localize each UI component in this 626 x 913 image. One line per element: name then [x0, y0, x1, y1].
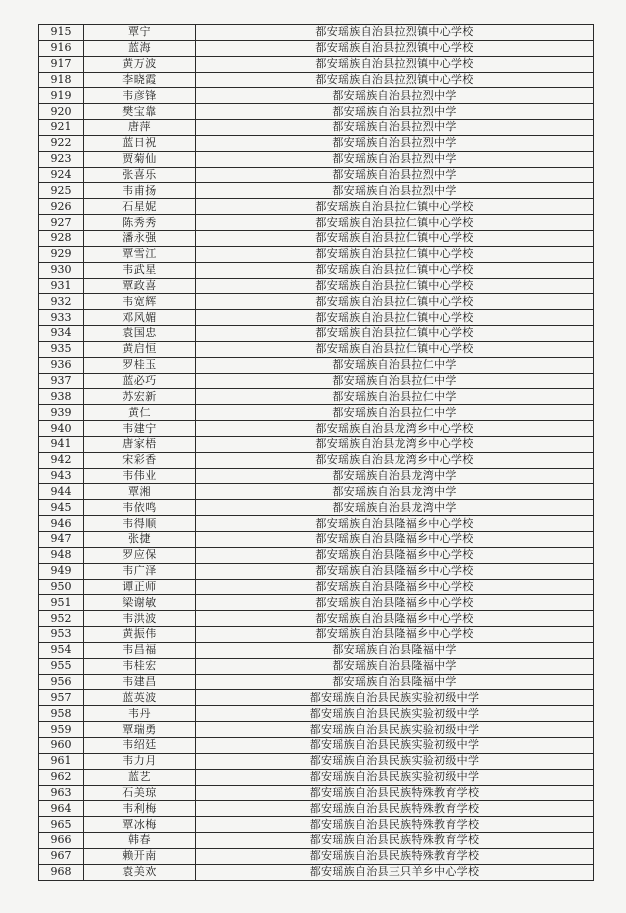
- table-row: [39, 753, 594, 769]
- table-row: [39, 262, 594, 278]
- person-name-cell: 黄仁: [84, 405, 196, 421]
- school-name-cell: 都安瑶族自治县隆福乡中心学校: [196, 532, 594, 548]
- person-name-cell: 黄启恒: [84, 341, 196, 357]
- person-name-cell: 蓝英波: [84, 690, 196, 706]
- row-number-cell: 921: [39, 120, 84, 136]
- row-number-cell: 938: [39, 389, 84, 405]
- person-name-cell: 邓风媚: [84, 310, 196, 326]
- school-name-cell: 都安瑶族自治县拉烈镇中心学校: [196, 25, 594, 41]
- school-name-cell: 都安瑶族自治县拉烈中学: [196, 104, 594, 120]
- person-name-cell: 罗应保: [84, 547, 196, 563]
- row-number-cell: 924: [39, 167, 84, 183]
- table-row: [39, 120, 594, 136]
- row-number-cell: 958: [39, 706, 84, 722]
- school-name-cell: 都安瑶族自治县拉仁镇中心学校: [196, 262, 594, 278]
- person-name-cell: 蓝必巧: [84, 373, 196, 389]
- person-name-cell: 覃雪江: [84, 246, 196, 262]
- school-name-cell: 都安瑶族自治县拉烈镇中心学校: [196, 40, 594, 56]
- table-row: [39, 341, 594, 357]
- table-row: [39, 326, 594, 342]
- school-name-cell: 都安瑶族自治县拉烈镇中心学校: [196, 72, 594, 88]
- table-row: [39, 72, 594, 88]
- row-number-cell: 967: [39, 848, 84, 864]
- row-number-cell: 930: [39, 262, 84, 278]
- person-name-cell: 韦宽辉: [84, 294, 196, 310]
- row-number-cell: 940: [39, 421, 84, 437]
- person-name-cell: 潘永强: [84, 230, 196, 246]
- row-number-cell: 968: [39, 864, 84, 880]
- row-number-cell: 961: [39, 753, 84, 769]
- school-name-cell: 都安瑶族自治县龙湾乡中心学校: [196, 436, 594, 452]
- person-name-cell: 韦洪波: [84, 611, 196, 627]
- row-number-cell: 947: [39, 532, 84, 548]
- table-row: [39, 230, 594, 246]
- table-row: [39, 563, 594, 579]
- school-name-cell: 都安瑶族自治县拉仁镇中心学校: [196, 341, 594, 357]
- table-row: [39, 833, 594, 849]
- row-number-cell: 956: [39, 674, 84, 690]
- row-number-cell: 962: [39, 769, 84, 785]
- school-name-cell: 都安瑶族自治县隆福乡中心学校: [196, 547, 594, 563]
- person-name-cell: 蓝日祝: [84, 135, 196, 151]
- person-name-cell: 韦武星: [84, 262, 196, 278]
- school-name-cell: 都安瑶族自治县拉烈中学: [196, 88, 594, 104]
- row-number-cell: 919: [39, 88, 84, 104]
- person-name-cell: 韦得顺: [84, 516, 196, 532]
- school-name-cell: 都安瑶族自治县民族实验初级中学: [196, 737, 594, 753]
- row-number-cell: 943: [39, 468, 84, 484]
- row-number-cell: 917: [39, 56, 84, 72]
- school-name-cell: 都安瑶族自治县拉仁镇中心学校: [196, 310, 594, 326]
- row-number-cell: 915: [39, 25, 84, 41]
- school-name-cell: 都安瑶族自治县拉烈中学: [196, 167, 594, 183]
- row-number-cell: 918: [39, 72, 84, 88]
- row-number-cell: 936: [39, 357, 84, 373]
- person-name-cell: 韦昌福: [84, 642, 196, 658]
- table-row: [39, 294, 594, 310]
- table-row: [39, 817, 594, 833]
- table-row: [39, 722, 594, 738]
- school-name-cell: 都安瑶族自治县隆福乡中心学校: [196, 516, 594, 532]
- school-name-cell: 都安瑶族自治县民族实验初级中学: [196, 706, 594, 722]
- row-number-cell: 937: [39, 373, 84, 389]
- row-number-cell: 965: [39, 817, 84, 833]
- person-name-cell: 袁国忠: [84, 326, 196, 342]
- table-row: [39, 801, 594, 817]
- table-row: [39, 104, 594, 120]
- row-number-cell: 955: [39, 658, 84, 674]
- school-name-cell: 都安瑶族自治县隆福中学: [196, 642, 594, 658]
- table-row: [39, 864, 594, 880]
- person-name-cell: 韦利梅: [84, 801, 196, 817]
- person-name-cell: 唐萍: [84, 120, 196, 136]
- person-name-cell: 覃政喜: [84, 278, 196, 294]
- person-name-cell: 贾菊仙: [84, 151, 196, 167]
- row-number-cell: 932: [39, 294, 84, 310]
- person-name-cell: 韦绍廷: [84, 737, 196, 753]
- school-name-cell: 都安瑶族自治县拉仁镇中心学校: [196, 326, 594, 342]
- row-number-cell: 934: [39, 326, 84, 342]
- row-number-cell: 954: [39, 642, 84, 658]
- school-name-cell: 都安瑶族自治县民族实验初级中学: [196, 690, 594, 706]
- table-row: [39, 532, 594, 548]
- table-row: [39, 547, 594, 563]
- row-number-cell: 927: [39, 215, 84, 231]
- row-number-cell: 949: [39, 563, 84, 579]
- row-number-cell: 944: [39, 484, 84, 500]
- row-number-cell: 952: [39, 611, 84, 627]
- table-row: [39, 151, 594, 167]
- person-name-cell: 张喜乐: [84, 167, 196, 183]
- table-row: [39, 690, 594, 706]
- person-name-cell: 樊宝靠: [84, 104, 196, 120]
- person-name-cell: 蓝艺: [84, 769, 196, 785]
- roster-table: [38, 24, 594, 881]
- person-name-cell: 宋彩香: [84, 452, 196, 468]
- table-row: [39, 468, 594, 484]
- person-name-cell: 谭正师: [84, 579, 196, 595]
- school-name-cell: 都安瑶族自治县隆福中学: [196, 658, 594, 674]
- school-name-cell: 都安瑶族自治县民族特殊教育学校: [196, 817, 594, 833]
- person-name-cell: 韦建昌: [84, 674, 196, 690]
- person-name-cell: 覃宁: [84, 25, 196, 41]
- school-name-cell: 都安瑶族自治县拉仁镇中心学校: [196, 199, 594, 215]
- school-name-cell: 都安瑶族自治县拉烈中学: [196, 135, 594, 151]
- table-row: [39, 88, 594, 104]
- school-name-cell: 都安瑶族自治县隆福中学: [196, 674, 594, 690]
- person-name-cell: 袁美欢: [84, 864, 196, 880]
- table-row: [39, 674, 594, 690]
- school-name-cell: 都安瑶族自治县龙湾中学: [196, 468, 594, 484]
- person-name-cell: 韦依鸣: [84, 500, 196, 516]
- table-row: [39, 310, 594, 326]
- school-name-cell: 都安瑶族自治县龙湾乡中心学校: [196, 421, 594, 437]
- person-name-cell: 覃冰梅: [84, 817, 196, 833]
- row-number-cell: 951: [39, 595, 84, 611]
- school-name-cell: 都安瑶族自治县民族实验初级中学: [196, 722, 594, 738]
- person-name-cell: 黄振伟: [84, 627, 196, 643]
- table-row: [39, 25, 594, 41]
- person-name-cell: 韦广泽: [84, 563, 196, 579]
- school-name-cell: 都安瑶族自治县拉烈中学: [196, 120, 594, 136]
- row-number-cell: 925: [39, 183, 84, 199]
- school-name-cell: 都安瑶族自治县拉烈中学: [196, 151, 594, 167]
- table-row: [39, 452, 594, 468]
- person-name-cell: 罗桂玉: [84, 357, 196, 373]
- school-name-cell: 都安瑶族自治县拉烈中学: [196, 183, 594, 199]
- person-name-cell: 韦力月: [84, 753, 196, 769]
- row-number-cell: 922: [39, 135, 84, 151]
- row-number-cell: 935: [39, 341, 84, 357]
- table-row: [39, 40, 594, 56]
- school-name-cell: 都安瑶族自治县拉仁中学: [196, 357, 594, 373]
- row-number-cell: 950: [39, 579, 84, 595]
- table-row: [39, 421, 594, 437]
- table-row: [39, 278, 594, 294]
- table-row: [39, 785, 594, 801]
- table-row: [39, 579, 594, 595]
- table-row: [39, 737, 594, 753]
- school-name-cell: 都安瑶族自治县民族实验初级中学: [196, 753, 594, 769]
- school-name-cell: 都安瑶族自治县隆福乡中心学校: [196, 611, 594, 627]
- row-number-cell: 959: [39, 722, 84, 738]
- school-name-cell: 都安瑶族自治县三只羊乡中心学校: [196, 864, 594, 880]
- person-name-cell: 李晓霞: [84, 72, 196, 88]
- person-name-cell: 覃湘: [84, 484, 196, 500]
- school-name-cell: 都安瑶族自治县隆福乡中心学校: [196, 595, 594, 611]
- person-name-cell: 韦丹: [84, 706, 196, 722]
- table-row: [39, 436, 594, 452]
- table-row: [39, 167, 594, 183]
- person-name-cell: 唐家梧: [84, 436, 196, 452]
- row-number-cell: 942: [39, 452, 84, 468]
- table-row: [39, 595, 594, 611]
- table-row: [39, 215, 594, 231]
- row-number-cell: 916: [39, 40, 84, 56]
- row-number-cell: 941: [39, 436, 84, 452]
- table-row: [39, 769, 594, 785]
- school-name-cell: 都安瑶族自治县隆福乡中心学校: [196, 627, 594, 643]
- row-number-cell: 928: [39, 230, 84, 246]
- person-name-cell: 韦建宁: [84, 421, 196, 437]
- table-row: [39, 183, 594, 199]
- school-name-cell: 都安瑶族自治县拉烈镇中心学校: [196, 56, 594, 72]
- person-name-cell: 韦桂宏: [84, 658, 196, 674]
- table-row: [39, 199, 594, 215]
- row-number-cell: 931: [39, 278, 84, 294]
- person-name-cell: 韩春: [84, 833, 196, 849]
- row-number-cell: 920: [39, 104, 84, 120]
- table-row: [39, 246, 594, 262]
- row-number-cell: 926: [39, 199, 84, 215]
- person-name-cell: 陈秀秀: [84, 215, 196, 231]
- school-name-cell: 都安瑶族自治县拉仁中学: [196, 389, 594, 405]
- row-number-cell: 957: [39, 690, 84, 706]
- table-row: [39, 516, 594, 532]
- person-name-cell: 覃瑞勇: [84, 722, 196, 738]
- person-name-cell: 韦彦锋: [84, 88, 196, 104]
- school-name-cell: 都安瑶族自治县民族特殊教育学校: [196, 848, 594, 864]
- person-name-cell: 韦伟业: [84, 468, 196, 484]
- row-number-cell: 939: [39, 405, 84, 421]
- school-name-cell: 都安瑶族自治县拉仁中学: [196, 405, 594, 421]
- person-name-cell: 蓝海: [84, 40, 196, 56]
- school-name-cell: 都安瑶族自治县民族实验初级中学: [196, 769, 594, 785]
- school-name-cell: 都安瑶族自治县拉仁镇中心学校: [196, 278, 594, 294]
- row-number-cell: 966: [39, 833, 84, 849]
- table-row: [39, 642, 594, 658]
- school-name-cell: 都安瑶族自治县民族特殊教育学校: [196, 785, 594, 801]
- row-number-cell: 929: [39, 246, 84, 262]
- person-name-cell: 石美琼: [84, 785, 196, 801]
- person-name-cell: 黄万波: [84, 56, 196, 72]
- school-name-cell: 都安瑶族自治县龙湾乡中心学校: [196, 452, 594, 468]
- table-row: [39, 405, 594, 421]
- row-number-cell: 948: [39, 547, 84, 563]
- table-row: [39, 373, 594, 389]
- row-number-cell: 964: [39, 801, 84, 817]
- table-row: [39, 658, 594, 674]
- school-name-cell: 都安瑶族自治县拉仁镇中心学校: [196, 294, 594, 310]
- school-name-cell: 都安瑶族自治县隆福乡中心学校: [196, 579, 594, 595]
- table-row: [39, 484, 594, 500]
- table-row: [39, 135, 594, 151]
- table-row: [39, 389, 594, 405]
- school-name-cell: 都安瑶族自治县民族特殊教育学校: [196, 801, 594, 817]
- row-number-cell: 953: [39, 627, 84, 643]
- person-name-cell: 韦甫扬: [84, 183, 196, 199]
- person-name-cell: 苏宏新: [84, 389, 196, 405]
- table-row: [39, 848, 594, 864]
- person-name-cell: 梁谢敏: [84, 595, 196, 611]
- table-row: [39, 627, 594, 643]
- school-name-cell: 都安瑶族自治县拉仁中学: [196, 373, 594, 389]
- table-row: [39, 706, 594, 722]
- school-name-cell: 都安瑶族自治县龙湾中学: [196, 484, 594, 500]
- school-name-cell: 都安瑶族自治县龙湾中学: [196, 500, 594, 516]
- school-name-cell: 都安瑶族自治县隆福乡中心学校: [196, 563, 594, 579]
- table-row: [39, 611, 594, 627]
- table-row: [39, 500, 594, 516]
- row-number-cell: 963: [39, 785, 84, 801]
- roster-table-body: [39, 25, 594, 881]
- table-row: [39, 56, 594, 72]
- row-number-cell: 945: [39, 500, 84, 516]
- row-number-cell: 923: [39, 151, 84, 167]
- school-name-cell: 都安瑶族自治县拉仁镇中心学校: [196, 246, 594, 262]
- school-name-cell: 都安瑶族自治县拉仁镇中心学校: [196, 215, 594, 231]
- school-name-cell: 都安瑶族自治县拉仁镇中心学校: [196, 230, 594, 246]
- row-number-cell: 960: [39, 737, 84, 753]
- row-number-cell: 946: [39, 516, 84, 532]
- person-name-cell: 张捷: [84, 532, 196, 548]
- person-name-cell: 石星妮: [84, 199, 196, 215]
- person-name-cell: 赖开南: [84, 848, 196, 864]
- row-number-cell: 933: [39, 310, 84, 326]
- table-row: [39, 357, 594, 373]
- school-name-cell: 都安瑶族自治县民族特殊教育学校: [196, 833, 594, 849]
